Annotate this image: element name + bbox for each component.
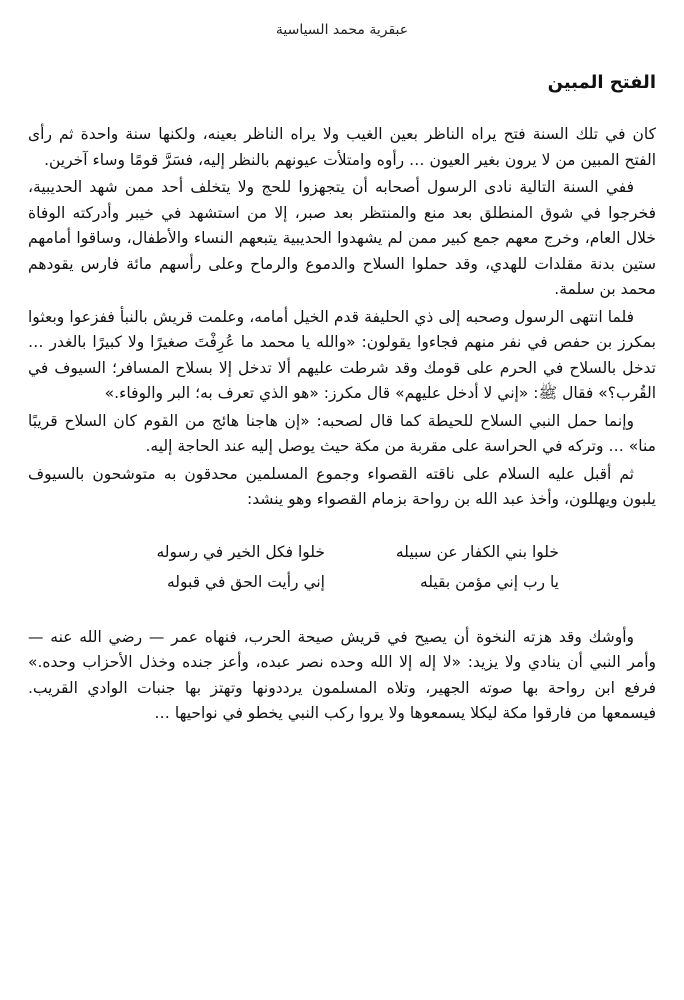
body-text [28,122,656,729]
poem-verse [28,537,656,567]
poem-hemistich-first: خلوا بني الكفار عن سبيله [395,542,559,561]
paragraph: وإنما حمل النبي السلاح للحيطة كما قال لصحبه: «إن هاجنا هائج من القوم كان السلاح قريبًا منا» … وتركه في الحراسة على مقربة من مكة حيث يوصل إليه عند الحاجة إليه. [28,411,656,455]
chapter-title: الفتح المبين [547,72,656,93]
closing-paragraph: وأوشك وقد هزته النخوة أن يصيح في قريش صيحة الحرب، فنهاه عمر — رضي الله عنه — وأمر النبي أن ينادي ولا يزيد: «لا إله إلا الله وحده نصر عبده، وأعز جنده وخذل الأحزاب وحده.» فرفع ابن رواحة بها صوته الجهير، وتلاه المسلمون يرددونها وتهتز بها جنبات الوادي القريب. فيسمعها من فارقوا مكة ليكلا يسمعوها ولا يروا ركب النبي يخطو في نواحيها … [28,627,656,722]
paragraph: كان في تلك السنة فتح يراه الناظر بعين الغيب ولا يراه الناظر بعينه، ولكنها سنة واحدة ثم رأى الفتح المبين من لا يرون بغير العيون … رأوه وامتلأت عيونهم بالنظر إليه، فسَرَّ قومًا وساء آخرين. [28,125,656,169]
paragraph: فلما انتهى الرسول وصحبه إلى ذي الحليفة قدم الخيل أمامه، وعلمت قريش بالنبأ ففزعوا وبعثوا بمكرز بن حفص في نفر منهم فجاءوا يقولون: «والله يا محمد ما عُرِفْتَ صغيرًا ولا كبيرًا بالغدر … تدخل بالسلاح في الحرم على قومك وقد شرطت عليهم ألا تدخل إلا بسلاح المسافر؛ السيوف في القُرب؟» فقال ﷺ: «إني لا أدخل عليهم» قال مكرز: «هو الذي تعرف به؛ البر والوفاء.» [28,307,656,402]
poem-hemistich-second: إني رأيت الحق في قبوله [167,572,325,591]
paragraph: ففي السنة التالية نادى الرسول أصحابه أن يتجهزوا للحج ولا يتخلف أحد ممن شهد الحديبية، فخرجوا في شوق المنطلق بعد منع والمنتظر بعد صبر، إلا من استشهد في خيبر وأدركته الوفاة خلال العام، وخرج معهم جمع كبير ممن لم يشهدوا الحديبية يتبعهم النساء والأطفال، وساقوا أمامهم ستين بدنة مقلدات للهدي، وقد حملوا السلاح والدموع والرماح وعلى رأسهم مائة فارس يقودهم محمد بن سلمة. [28,178,656,298]
poem-hemistich-first: يا رب إني مؤمن بقيله [419,572,559,591]
poem [28,537,656,597]
running-header: عبقرية محمد السياسية [275,22,409,38]
paragraph: ثم أقبل عليه السلام على ناقته القصواء وجموع المسلمين محدقون به متوشحون بالسيوف يلبون ويهللون، وأخذ عبد الله بن رواحة بزمام القصواء وهو ينشد: [28,464,656,508]
poem-verse [28,567,656,597]
poem-hemistich-second: خلوا فكل الخير في رسوله [156,542,325,561]
